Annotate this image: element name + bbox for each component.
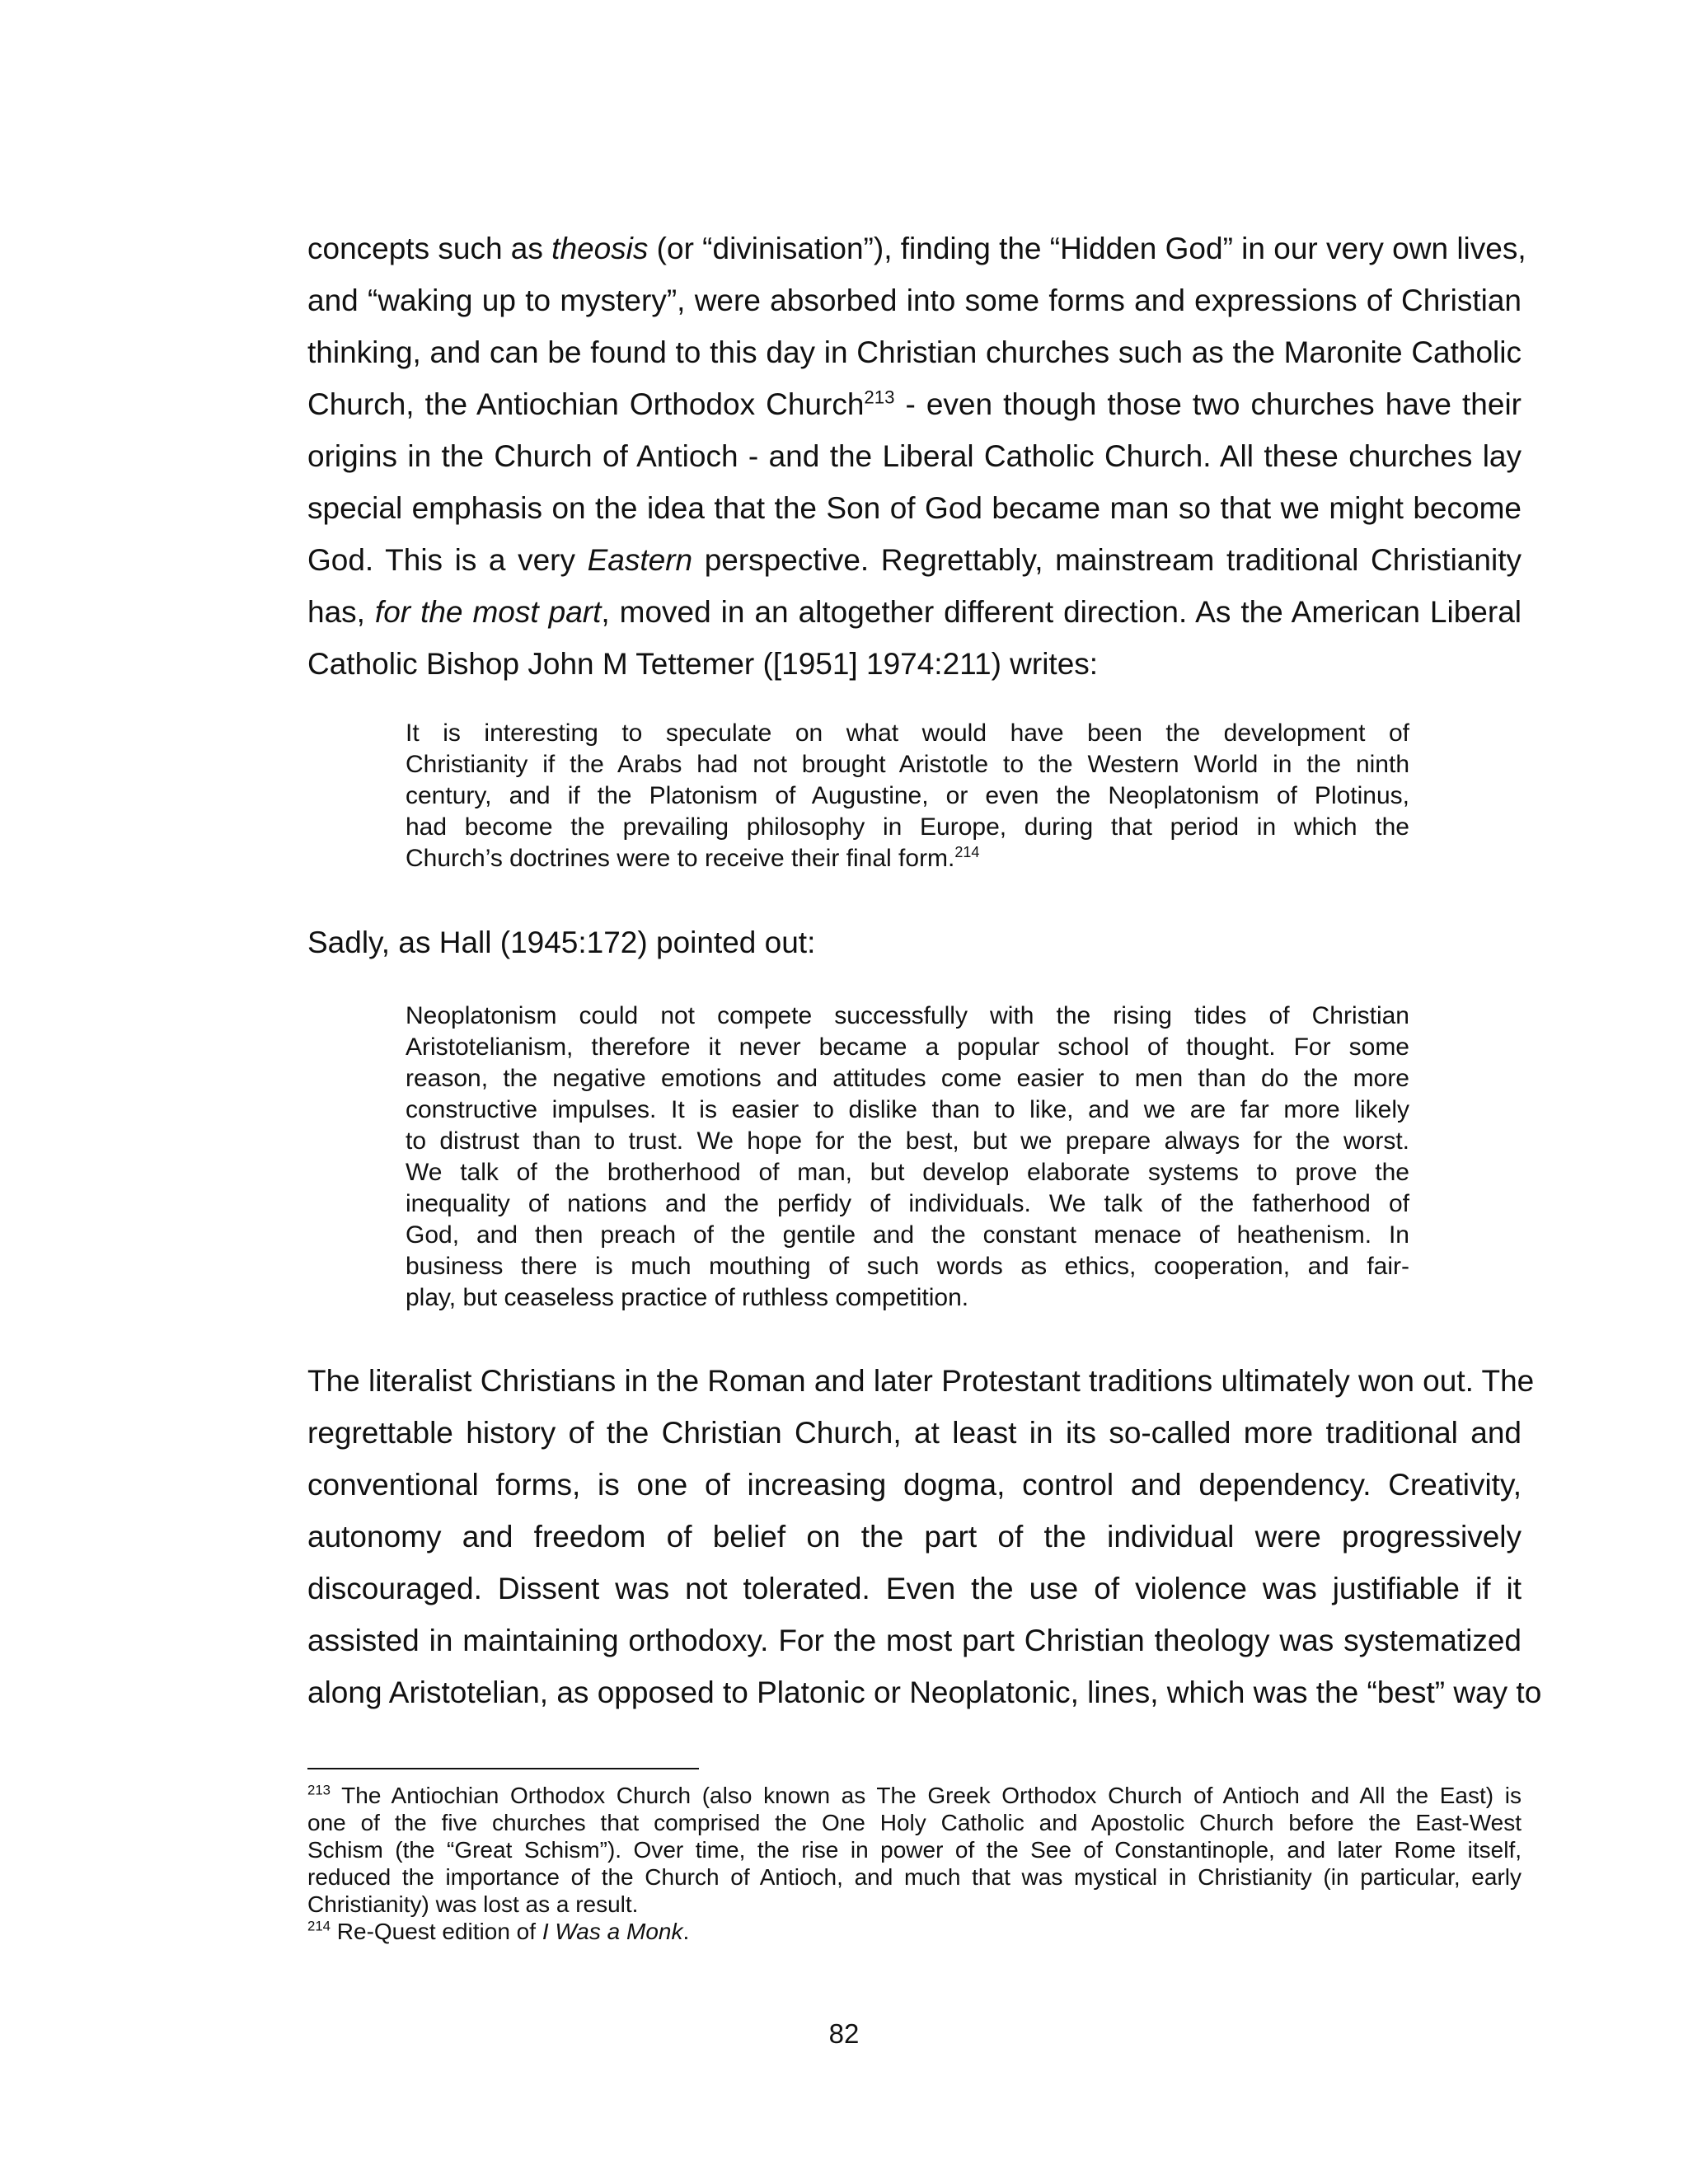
quote-line: God, and then preach of the gentile and the constant menace of heathenism. In — [406, 1221, 1409, 1249]
block-quote-tettemer — [406, 718, 1409, 874]
text-line: The literalist Christians in the Roman and later Protestant traditions ultimately won out. The — [307, 1364, 1535, 1398]
text-line: regrettable history of the Christian Church, at least in its so-called more traditional and — [307, 1416, 1522, 1450]
text-line: thinking, and can be found to this day in Christian churches such as the Maronite Catholic — [307, 335, 1522, 369]
quote-line: Neoplatonism could not compete successfully with the rising tides of Christian — [406, 1002, 1409, 1029]
text-line: autonomy and freedom of belief on the part of the individual were progressively — [307, 1520, 1522, 1554]
footnote-mark-214: 214 — [307, 1918, 331, 1934]
footnote-213-line: Christianity) was lost as a result. — [307, 1891, 639, 1917]
quote-line: inequality of nations and the perfidy of individuals. We talk of the fatherhood of — [406, 1190, 1409, 1217]
footnote-213-line: Schism (the “Great Schism”). Over time, the rise in power of the See of Constantinople, and later Rome itself, — [307, 1837, 1522, 1863]
footnote-213-line: one of the five churches that comprised the One Holy Catholic and Apostolic Church before the East-West — [307, 1810, 1522, 1835]
quote-line: Church’s doctrines were to receive their final form.$^{214}$ — [406, 844, 980, 872]
block-quote-hall — [406, 1001, 1409, 1314]
text-line: God. This is a very Eastern perspective. Regrettably, mainstream traditional Christianity — [307, 543, 1522, 577]
text-line: Sadly, as Hall (1945:172) pointed out: — [307, 926, 816, 959]
quote-line: to distrust than to trust. We hope for the best, but we prepare always for the worst. — [406, 1127, 1409, 1155]
text-line: Catholic Bishop John M Tettemer ([1951] 1974:211) writes: — [307, 647, 1099, 681]
text-line: and “waking up to mystery”, were absorbed into some forms and expressions of Christian — [307, 284, 1522, 317]
quote-line: Christianity if the Arabs had not brought Aristotle to the Western World in the ninth — [406, 751, 1409, 778]
quote-line: century, and if the Platonism of Augustine, or even the Neoplatonism of Plotinus, — [406, 782, 1409, 809]
text-line: along Aristotelian, as opposed to Platonic or Neoplatonic, lines, which was the “best” way to — [307, 1675, 1542, 1709]
text-line: Church, the Antiochian Orthodox Church$^{213}$ - even though those two churches have their — [307, 387, 1522, 421]
quote-line: play, but ceaseless practice of ruthless competition. — [406, 1284, 969, 1311]
text-line: assisted in maintaining orthodoxy. For the most part Christian theology was systematized — [307, 1624, 1522, 1657]
footnote-213-line: reduced the importance of the Church of Antioch, and much that was mystical in Christianity (in particular, early — [307, 1864, 1522, 1890]
footnote-ref-214[interactable]: 214 — [954, 844, 980, 860]
quote-line: had become the prevailing philosophy in Europe, during that period in which the — [406, 813, 1409, 841]
footnote-ref-213[interactable]: 213 — [864, 387, 895, 408]
quote-line: Aristotelianism, therefore it never became a popular school of thought. For some — [406, 1033, 1409, 1061]
text-line: origins in the Church of Antioch - and the Liberal Catholic Church. All these churches lay — [307, 439, 1522, 473]
footnote-mark-213: 213 — [307, 1782, 331, 1798]
paragraph-1 — [307, 223, 1526, 690]
footnote-separator — [307, 1768, 699, 1769]
intro-hall — [307, 916, 1522, 968]
text-line: concepts such as theosis (or “divinisation”), finding the “Hidden God” in our very own lives, — [307, 232, 1526, 265]
quote-line: constructive impulses. It is easier to dislike than to like, and we are far more likely — [406, 1096, 1409, 1123]
text-line: has, for the most part, moved in an altogether different direction. As the American Liberal — [307, 595, 1522, 629]
text-line: discouraged. Dissent was not tolerated. Even the use of violence was justifiable if it — [307, 1572, 1522, 1605]
quote-line: We talk of the brotherhood of man, but develop elaborate systems to prove the — [406, 1159, 1409, 1186]
footnote-213-line: $^{213}$ The Antiochian Orthodox Church (also known as The Greek Orthodox Church of Antioch and All the East) is — [307, 1782, 1522, 1808]
quote-line: reason, the negative emotions and attitudes come easier to men than do the more — [406, 1065, 1409, 1092]
paragraph-2 — [307, 1355, 1542, 1718]
quote-line: business there is much mouthing of such words as ethics, cooperation, and fair- — [406, 1253, 1409, 1280]
footnotes — [307, 1782, 1522, 1945]
text-line: special emphasis on the idea that the Son of God became man so that we might become — [307, 491, 1522, 525]
quote-line: It is interesting to speculate on what would have been the development of — [406, 719, 1409, 747]
text-line: conventional forms, is one of increasing dogma, control and dependency. Creativity, — [307, 1468, 1522, 1502]
footnote-214: $^{214}$ Re-Quest edition of I Was a Monk. — [307, 1918, 690, 1944]
page-number: 82 — [828, 2018, 860, 2049]
